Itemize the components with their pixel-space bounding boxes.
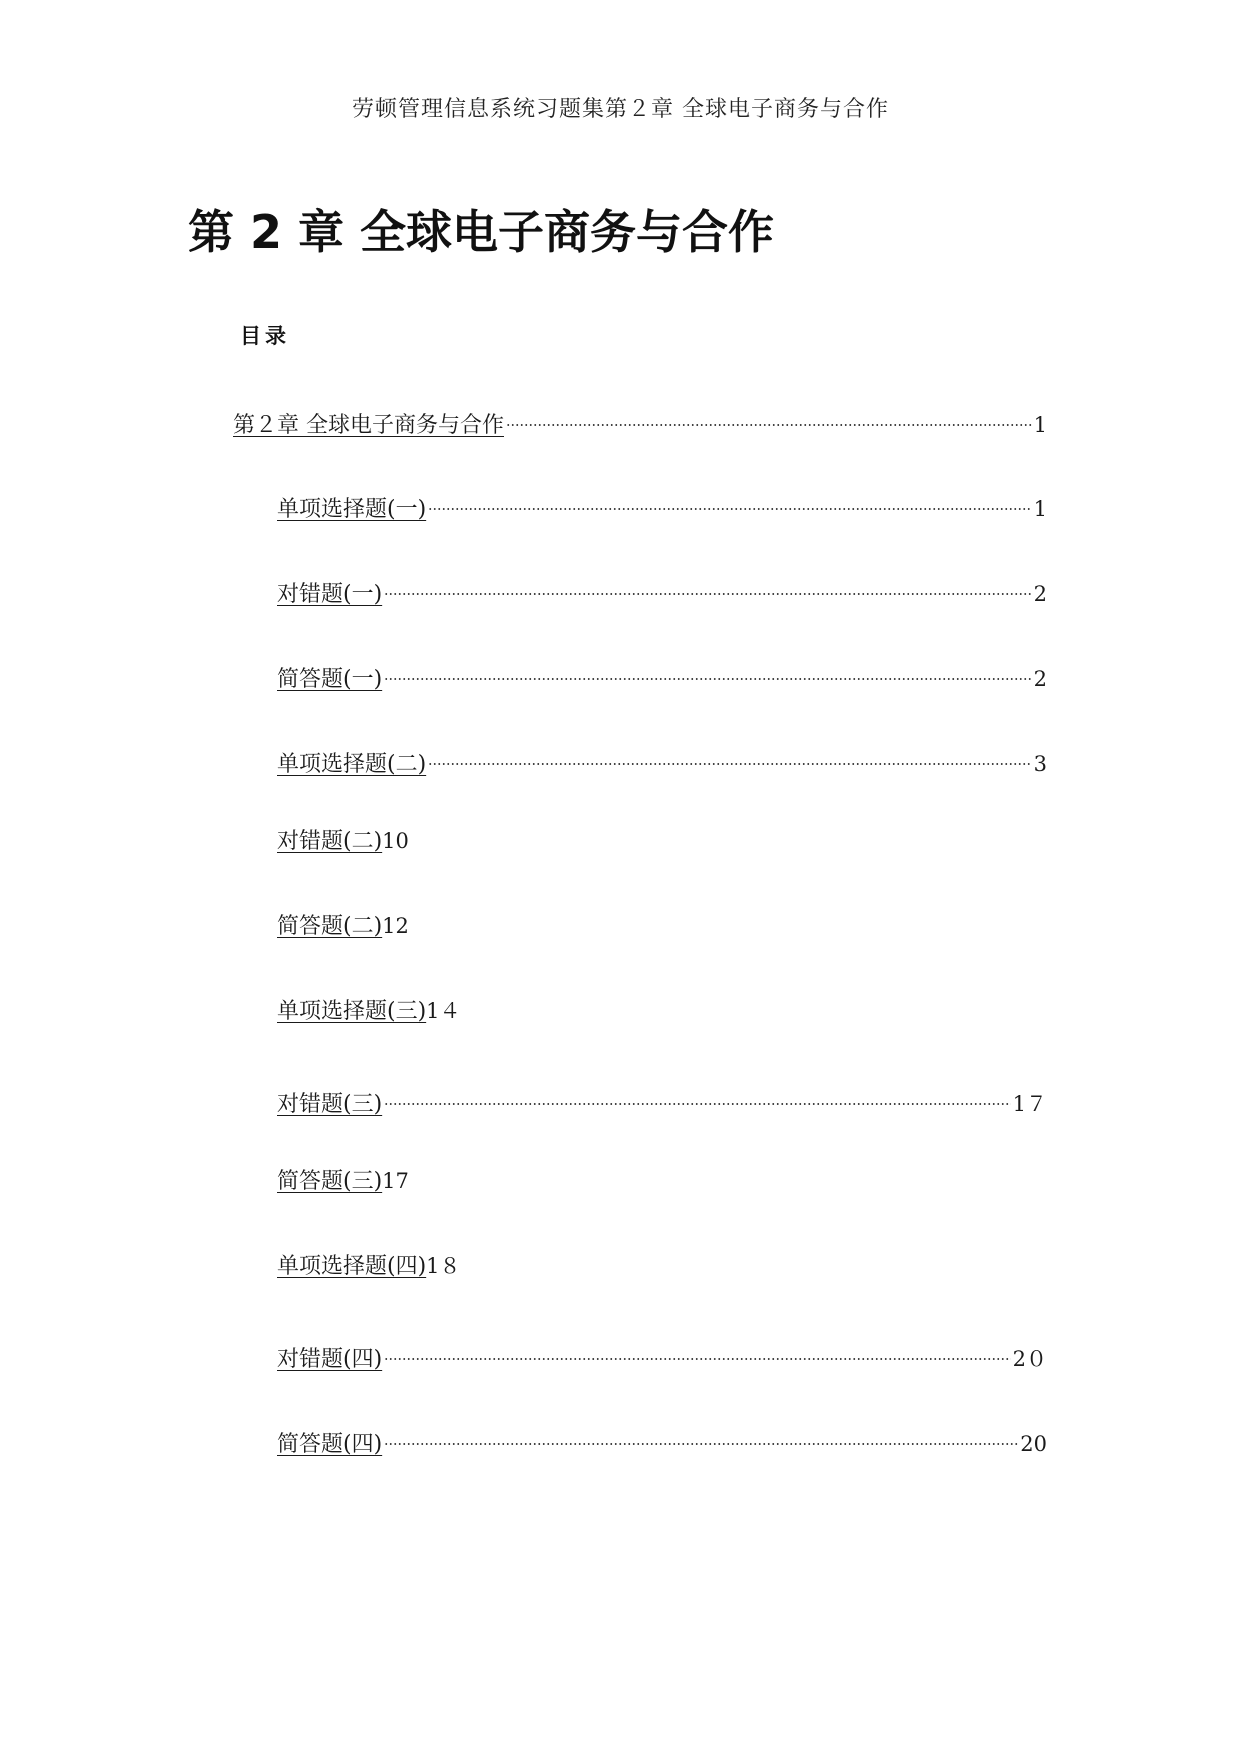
toc-entry-page: 2０	[1012, 1347, 1047, 1371]
toc-entry-page: 1８	[426, 1254, 461, 1278]
toc-entry-label[interactable]: 对错题(四)	[277, 1347, 383, 1372]
running-header: 劳顿管理信息系统习题集第２章 全球电子商务与合作	[352, 97, 889, 122]
toc-entry-page: 12	[382, 914, 409, 938]
toc-entry-single-choice-1[interactable]	[277, 486, 1047, 522]
toc-entry-true-false-1[interactable]	[277, 571, 1047, 607]
toc-entry-true-false-4[interactable]	[277, 1336, 1047, 1372]
toc-dot-leader	[384, 1081, 1010, 1111]
toc-entry-label[interactable]: 简答题(四)	[277, 1432, 383, 1457]
toc-entry-label[interactable]: 第２章 全球电子商务与合作	[233, 413, 504, 438]
toc-heading: 目录	[240, 324, 290, 348]
toc-entry-page: 2	[1033, 667, 1047, 691]
toc-entry-page: 10	[382, 829, 409, 853]
toc-entry-short-answer-4[interactable]	[277, 1421, 1047, 1457]
toc-entry-chapter[interactable]	[233, 402, 1047, 438]
toc-dot-leader	[428, 741, 1031, 771]
toc-entry-label[interactable]: 对错题(二)	[277, 829, 383, 854]
toc-entry-page: 1７	[1012, 1092, 1047, 1116]
toc-entry-label[interactable]: 单项选择题(四)	[277, 1254, 427, 1279]
toc-dot-leader	[384, 571, 1031, 601]
toc-entry-label[interactable]: 简答题(二)	[277, 914, 383, 939]
toc-entry-page: 2	[1033, 582, 1047, 606]
toc-entry-short-answer-3[interactable]	[277, 1166, 409, 1196]
toc-dot-leader	[428, 486, 1031, 516]
toc-dot-leader	[506, 402, 1032, 432]
toc-entry-short-answer-2[interactable]	[277, 911, 409, 941]
toc-entry-label[interactable]: 单项选择题(一)	[277, 497, 427, 522]
toc-entry-label[interactable]: 单项选择题(二)	[277, 752, 427, 777]
toc-entry-page: 1	[1033, 413, 1047, 437]
toc-entry-page: 3	[1033, 752, 1047, 776]
toc-entry-true-false-3[interactable]	[277, 1081, 1047, 1117]
toc-entry-page: 1	[1033, 497, 1047, 521]
toc-entry-page: 1４	[426, 999, 461, 1023]
toc-dot-leader	[384, 656, 1031, 686]
toc-entry-single-choice-2[interactable]	[277, 741, 1047, 777]
toc-entry-label[interactable]: 简答题(一)	[277, 667, 383, 692]
toc-entry-label[interactable]: 对错题(三)	[277, 1092, 383, 1117]
toc-entry-page: 20	[1020, 1432, 1047, 1456]
toc-entry-label[interactable]: 简答题(三)	[277, 1169, 383, 1194]
toc-dot-leader	[384, 1421, 1018, 1451]
chapter-title: 第 2 章 全球电子商务与合作	[188, 205, 775, 259]
toc-entry-page: 17	[382, 1169, 409, 1193]
toc-entry-short-answer-1[interactable]	[277, 656, 1047, 692]
toc-dot-leader	[384, 1336, 1010, 1366]
toc-entry-single-choice-3[interactable]	[277, 996, 461, 1026]
toc-entry-single-choice-4[interactable]	[277, 1251, 461, 1281]
toc-entry-true-false-2[interactable]	[277, 826, 409, 856]
toc-entry-label[interactable]: 单项选择题(三)	[277, 999, 427, 1024]
toc-entry-label[interactable]: 对错题(一)	[277, 582, 383, 607]
